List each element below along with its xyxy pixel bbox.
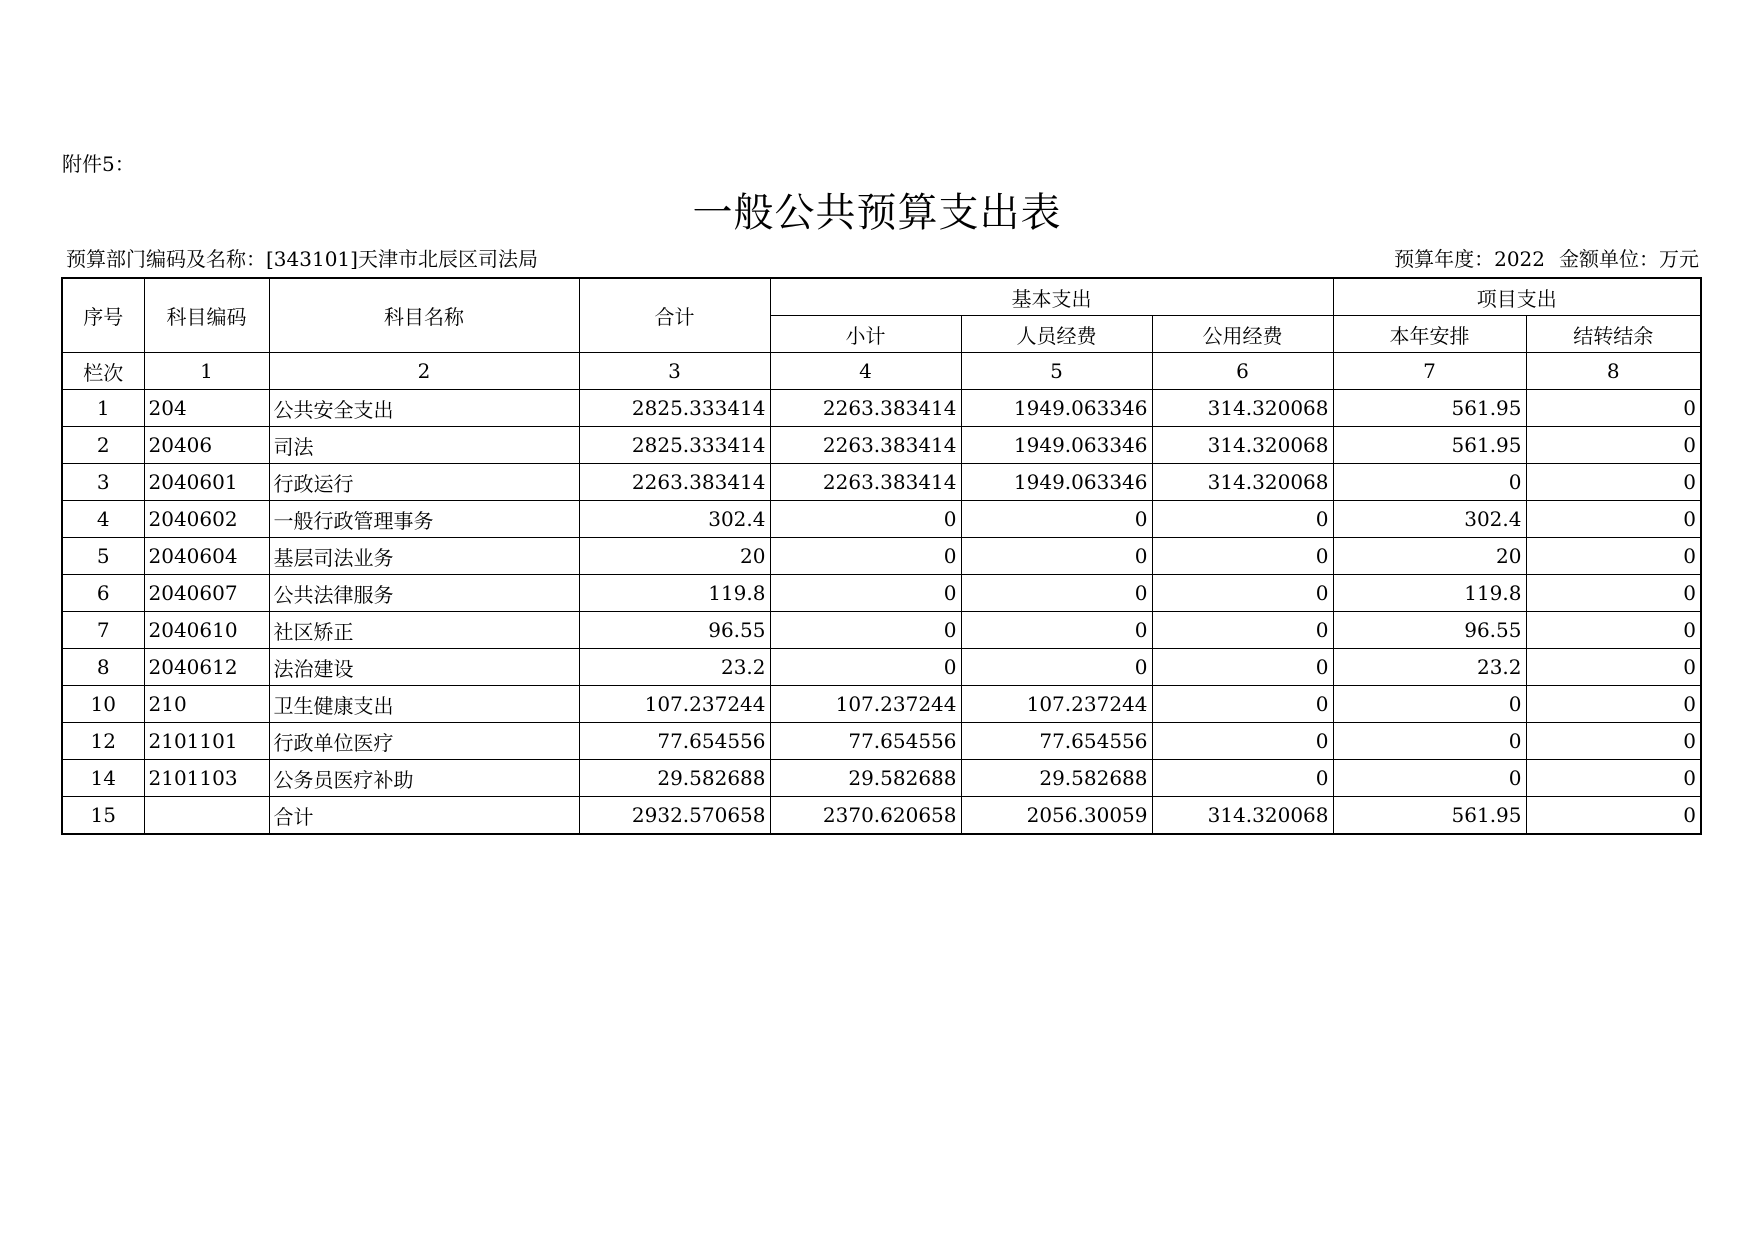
name-cell: 社区矫正 — [269, 612, 579, 649]
personnel-cell: 0 — [961, 612, 1152, 649]
name-cell: 司法 — [269, 427, 579, 464]
code-cell: 2040612 — [144, 649, 269, 686]
personnel-cell: 0 — [961, 501, 1152, 538]
subtotal-cell: 0 — [770, 538, 961, 575]
header-carryover: 结转结余 — [1526, 316, 1701, 353]
code-cell: 2040607 — [144, 575, 269, 612]
seq-cell: 10 — [62, 686, 144, 723]
table-row — [62, 538, 1701, 575]
header-code: 科目编码 — [144, 278, 269, 353]
carryover-cell: 0 — [1526, 723, 1701, 760]
public-cell: 0 — [1152, 575, 1333, 612]
subtotal-cell: 0 — [770, 575, 961, 612]
personnel-cell: 0 — [961, 649, 1152, 686]
header-subtotal: 小计 — [770, 316, 961, 353]
total-cell: 2263.383414 — [579, 464, 770, 501]
seq-cell: 1 — [62, 390, 144, 427]
carryover-cell: 0 — [1526, 538, 1701, 575]
personnel-cell: 1949.063346 — [961, 464, 1152, 501]
table-row — [62, 760, 1701, 797]
seq-cell: 14 — [62, 760, 144, 797]
column-index-cell: 栏次 — [62, 353, 144, 390]
public-cell: 0 — [1152, 649, 1333, 686]
personnel-cell: 1949.063346 — [961, 390, 1152, 427]
current-year-cell: 96.55 — [1333, 612, 1526, 649]
personnel-cell: 0 — [961, 538, 1152, 575]
amount-unit-label: 金额单位：万元 — [1559, 247, 1699, 271]
code-cell: 204 — [144, 390, 269, 427]
header-basic: 基本支出 — [770, 278, 1333, 316]
current-year-cell: 20 — [1333, 538, 1526, 575]
subtotal-cell: 107.237244 — [770, 686, 961, 723]
seq-cell: 7 — [62, 612, 144, 649]
header-personnel: 人员经费 — [961, 316, 1152, 353]
total-cell: 77.654556 — [579, 723, 770, 760]
seq-cell: 15 — [62, 797, 144, 835]
personnel-cell: 107.237244 — [961, 686, 1152, 723]
column-index-cell: 1 — [144, 353, 269, 390]
current-year-cell: 561.95 — [1333, 427, 1526, 464]
carryover-cell: 0 — [1526, 464, 1701, 501]
subtotal-cell: 2370.620658 — [770, 797, 961, 835]
department-label: 预算部门编码及名称：[343101]天津市北辰区司法局 — [66, 247, 538, 271]
seq-cell: 2 — [62, 427, 144, 464]
total-cell: 29.582688 — [579, 760, 770, 797]
table-row — [62, 686, 1701, 723]
carryover-cell: 0 — [1526, 649, 1701, 686]
header-project: 项目支出 — [1333, 278, 1701, 316]
total-cell: 302.4 — [579, 501, 770, 538]
year-unit-label — [1394, 245, 1699, 273]
public-cell: 0 — [1152, 760, 1333, 797]
budget-year-label: 预算年度：2022 — [1394, 247, 1545, 271]
seq-cell: 8 — [62, 649, 144, 686]
header-total: 合计 — [579, 278, 770, 353]
carryover-cell: 0 — [1526, 390, 1701, 427]
seq-cell: 3 — [62, 464, 144, 501]
public-cell: 0 — [1152, 723, 1333, 760]
current-year-cell: 302.4 — [1333, 501, 1526, 538]
public-cell: 314.320068 — [1152, 427, 1333, 464]
header-current-year: 本年安排 — [1333, 316, 1526, 353]
name-cell: 法治建设 — [269, 649, 579, 686]
header-name: 科目名称 — [269, 278, 579, 353]
total-cell: 20 — [579, 538, 770, 575]
carryover-cell: 0 — [1526, 427, 1701, 464]
current-year-cell: 0 — [1333, 723, 1526, 760]
table-row — [62, 723, 1701, 760]
attachment-label: 附件5： — [62, 152, 135, 176]
current-year-cell: 0 — [1333, 760, 1526, 797]
column-index-cell: 7 — [1333, 353, 1526, 390]
name-cell: 公共法律服务 — [269, 575, 579, 612]
public-cell: 0 — [1152, 686, 1333, 723]
budget-table — [61, 277, 1702, 835]
table-row — [62, 501, 1701, 538]
public-cell: 0 — [1152, 501, 1333, 538]
subtotal-cell: 29.582688 — [770, 760, 961, 797]
header-public: 公用经费 — [1152, 316, 1333, 353]
name-cell: 行政运行 — [269, 464, 579, 501]
public-cell: 314.320068 — [1152, 390, 1333, 427]
table-row — [62, 575, 1701, 612]
personnel-cell: 0 — [961, 575, 1152, 612]
seq-cell: 12 — [62, 723, 144, 760]
column-index-row — [62, 353, 1701, 390]
public-cell: 0 — [1152, 538, 1333, 575]
current-year-cell: 23.2 — [1333, 649, 1526, 686]
personnel-cell: 77.654556 — [961, 723, 1152, 760]
table-row — [62, 390, 1701, 427]
name-cell: 卫生健康支出 — [269, 686, 579, 723]
column-index-cell: 4 — [770, 353, 961, 390]
total-cell: 107.237244 — [579, 686, 770, 723]
subtotal-cell: 0 — [770, 612, 961, 649]
carryover-cell: 0 — [1526, 575, 1701, 612]
table-row — [62, 797, 1701, 835]
table-row — [62, 464, 1701, 501]
personnel-cell: 2056.30059 — [961, 797, 1152, 835]
table-row — [62, 649, 1701, 686]
public-cell: 0 — [1152, 612, 1333, 649]
name-cell: 基层司法业务 — [269, 538, 579, 575]
column-index-cell: 2 — [269, 353, 579, 390]
seq-cell: 5 — [62, 538, 144, 575]
subtotal-cell: 2263.383414 — [770, 390, 961, 427]
table-row — [62, 612, 1701, 649]
subtotal-cell: 77.654556 — [770, 723, 961, 760]
header-seq: 序号 — [62, 278, 144, 353]
code-cell: 2040601 — [144, 464, 269, 501]
code-cell: 2040604 — [144, 538, 269, 575]
total-cell: 23.2 — [579, 649, 770, 686]
seq-cell: 6 — [62, 575, 144, 612]
total-cell: 96.55 — [579, 612, 770, 649]
carryover-cell: 0 — [1526, 760, 1701, 797]
current-year-cell: 0 — [1333, 686, 1526, 723]
current-year-cell: 561.95 — [1333, 390, 1526, 427]
code-cell — [144, 797, 269, 835]
current-year-cell: 0 — [1333, 464, 1526, 501]
code-cell: 2040602 — [144, 501, 269, 538]
subtotal-cell: 0 — [770, 649, 961, 686]
code-cell: 2040610 — [144, 612, 269, 649]
total-cell: 2825.333414 — [579, 390, 770, 427]
page-title: 一般公共预算支出表 — [692, 190, 1062, 236]
subtotal-cell: 2263.383414 — [770, 427, 961, 464]
name-cell: 行政单位医疗 — [269, 723, 579, 760]
code-cell: 210 — [144, 686, 269, 723]
carryover-cell: 0 — [1526, 501, 1701, 538]
personnel-cell: 1949.063346 — [961, 427, 1152, 464]
column-index-cell: 5 — [961, 353, 1152, 390]
code-cell: 20406 — [144, 427, 269, 464]
total-cell: 119.8 — [579, 575, 770, 612]
current-year-cell: 561.95 — [1333, 797, 1526, 835]
code-cell: 2101101 — [144, 723, 269, 760]
carryover-cell: 0 — [1526, 686, 1701, 723]
name-cell: 公共安全支出 — [269, 390, 579, 427]
seq-cell: 4 — [62, 501, 144, 538]
carryover-cell: 0 — [1526, 797, 1701, 835]
column-index-cell: 3 — [579, 353, 770, 390]
subtotal-cell: 0 — [770, 501, 961, 538]
carryover-cell: 0 — [1526, 612, 1701, 649]
subtotal-cell: 2263.383414 — [770, 464, 961, 501]
column-index-cell: 8 — [1526, 353, 1701, 390]
personnel-cell: 29.582688 — [961, 760, 1152, 797]
name-cell: 一般行政管理事务 — [269, 501, 579, 538]
table-body — [62, 390, 1701, 835]
public-cell: 314.320068 — [1152, 464, 1333, 501]
name-cell: 公务员医疗补助 — [269, 760, 579, 797]
current-year-cell: 119.8 — [1333, 575, 1526, 612]
total-cell: 2932.570658 — [579, 797, 770, 835]
column-index-cell: 6 — [1152, 353, 1333, 390]
total-cell: 2825.333414 — [579, 427, 770, 464]
code-cell: 2101103 — [144, 760, 269, 797]
public-cell: 314.320068 — [1152, 797, 1333, 835]
table-row — [62, 427, 1701, 464]
name-cell: 合计 — [269, 797, 579, 835]
